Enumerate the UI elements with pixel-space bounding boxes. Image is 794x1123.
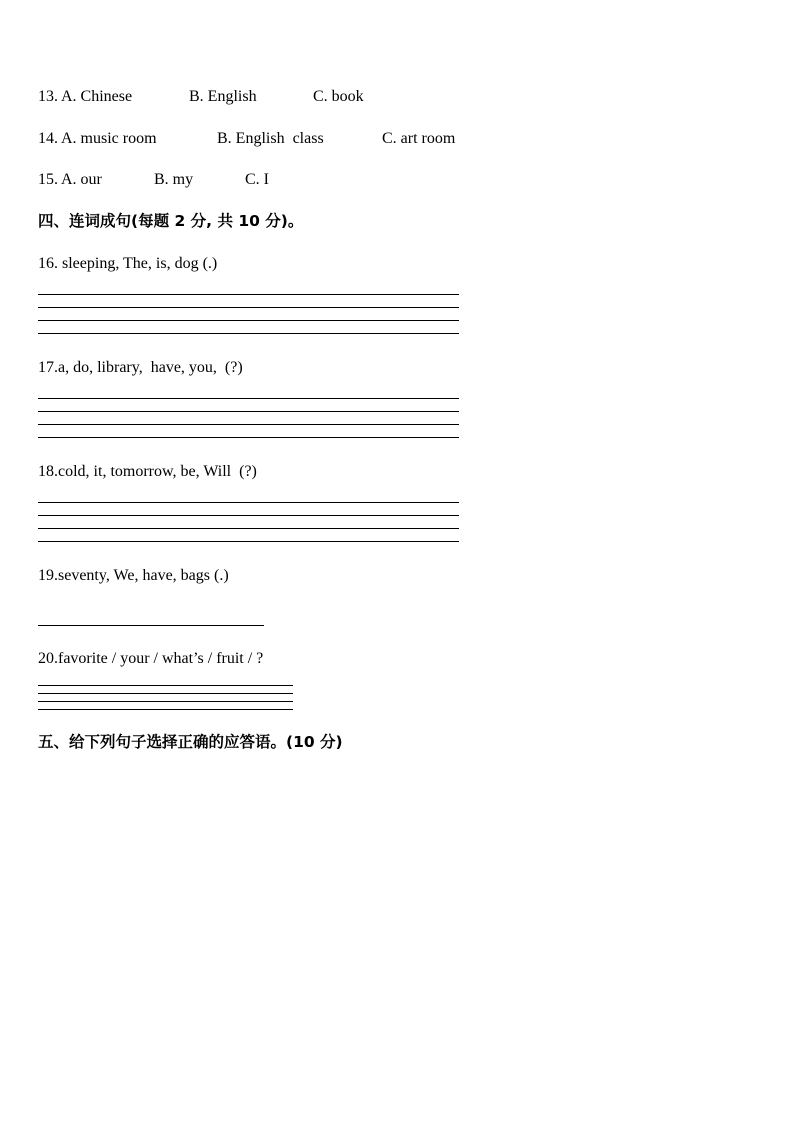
q14-option-b: B. English class [217,130,324,147]
q18-answer-lines [38,502,459,542]
q13-option-c: C. book [313,88,364,105]
q16-answer-lines [38,294,459,334]
section-4-heading: 四、连词成句(每题 2 分, 共 10 分)。 [38,212,304,230]
q13-option-b: B. English [189,88,257,105]
q17-answer-lines [38,398,459,438]
q20-answer-lines [38,685,293,710]
question-19-prompt: 19.seventy, We, have, bags (.) [38,567,229,584]
question-20-prompt: 20.favorite / your / what’s / fruit / ? [38,650,264,667]
q13-option-a: A. Chinese [61,88,133,105]
q14-option-a: A. music room [61,130,157,147]
q19-answer-line [38,625,264,626]
q14-option-c: C. art room [382,130,456,147]
q15-option-b: B. my [154,171,194,188]
q13-number: 13. [38,88,58,105]
question-18-prompt: 18.cold, it, tomorrow, be, Will (?) [38,463,257,480]
section-5-heading: 五、给下列句子选择正确的应答语。(10 分) [38,733,343,751]
q14-number: 14. [38,130,58,147]
q15-option-c: C. I [245,171,269,188]
question-16-prompt: 16. sleeping, The, is, dog (.) [38,255,218,272]
q15-option-a: A. our [61,171,102,188]
q15-number: 15. [38,171,58,188]
question-17-prompt: 17.a, do, library, have, you, (?) [38,359,243,376]
